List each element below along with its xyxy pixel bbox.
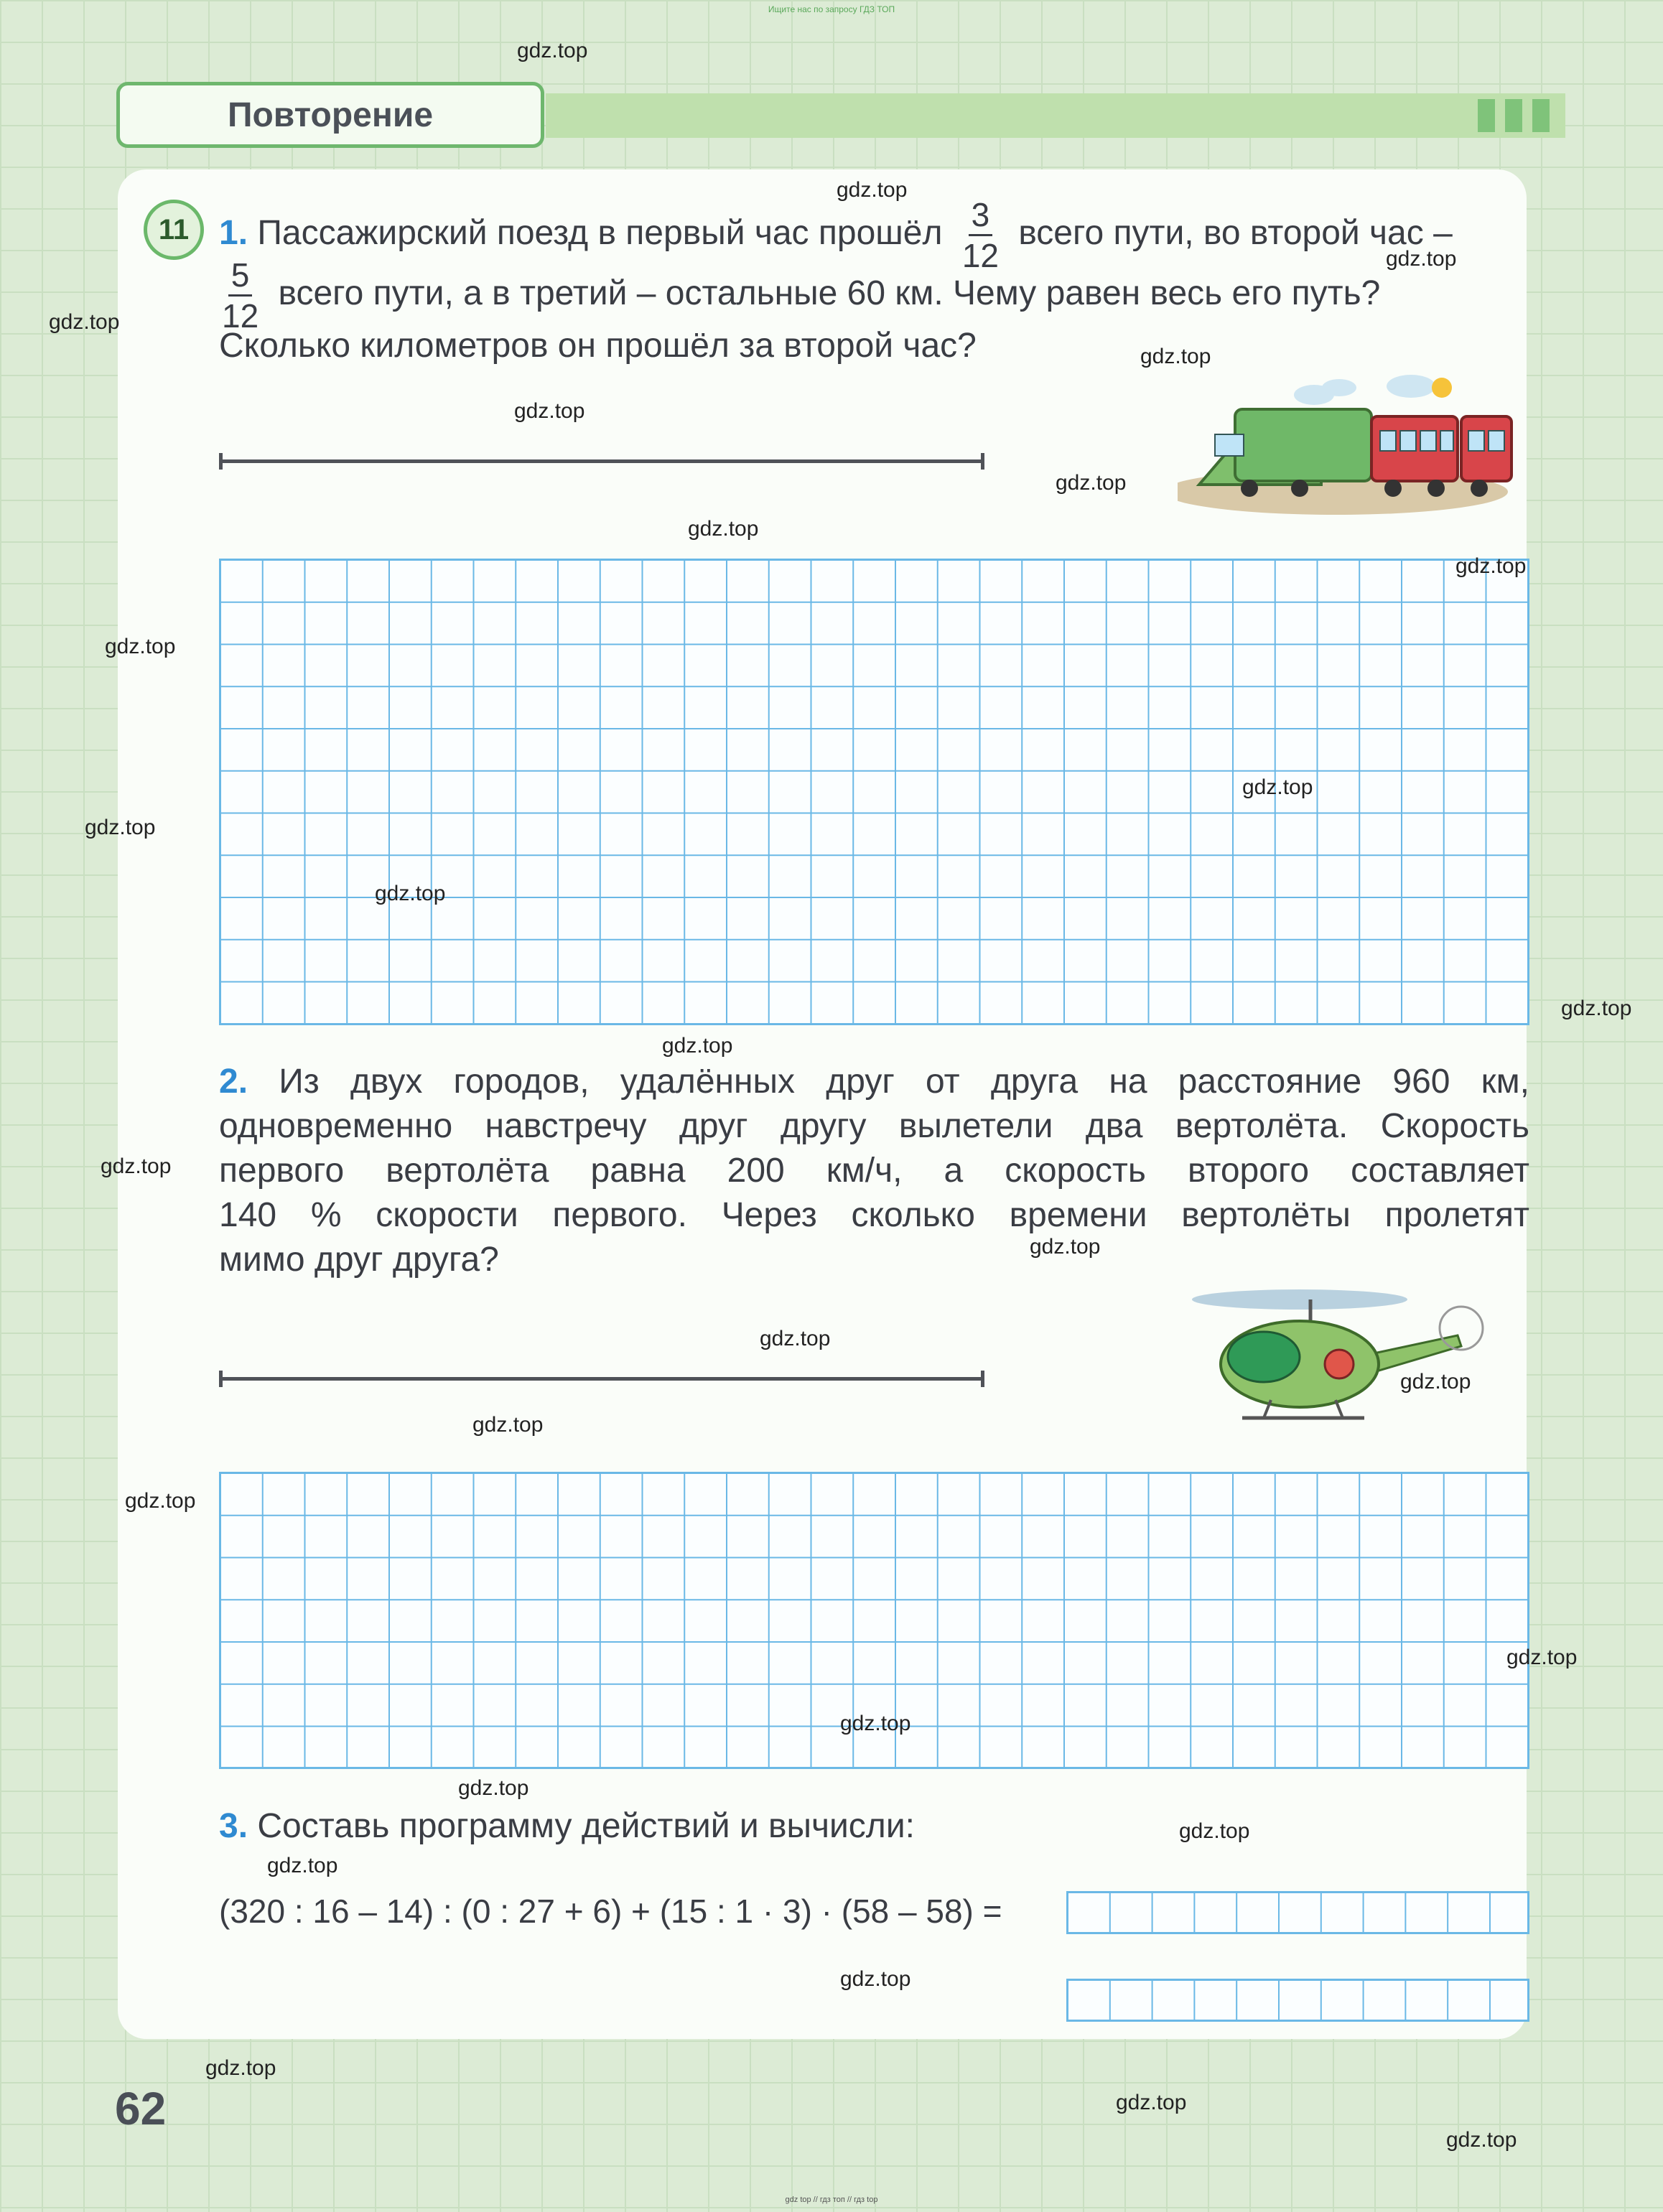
watermark: gdz.top: [472, 1413, 544, 1437]
task2-line: 2. Из двух городов, удалённых друг от друга на расстояние 960 км,: [219, 1063, 1529, 1101]
watermark: gdz.top: [105, 635, 176, 658]
watermark: gdz.top: [517, 39, 588, 62]
task3-text: Составь программу действий и вычисли:: [257, 1807, 915, 1845]
task1-number: 1.: [219, 214, 248, 253]
task1-answer-grid[interactable]: [219, 559, 1529, 1025]
watermark: gdz.top: [760, 1327, 831, 1350]
watermark: gdz.top: [1030, 1235, 1101, 1259]
task2-segment: [219, 1377, 984, 1381]
task1-text-d: Сколько километров он прошёл за второй час?: [219, 327, 977, 365]
header-stripe: [1478, 99, 1495, 132]
task2-paragraph: [219, 1060, 1529, 1282]
header-stripe: [1505, 99, 1522, 132]
page-number: 62: [115, 2083, 167, 2134]
watermark: gdz.top: [205, 2056, 276, 2080]
task1-segment: [219, 459, 984, 463]
watermark: gdz.top: [662, 1034, 733, 1058]
task-badge: 11: [144, 200, 204, 260]
answer-cells-2[interactable]: [1066, 1979, 1529, 2022]
watermark: gdz.top: [840, 1712, 911, 1735]
answer-cells-1[interactable]: [1066, 1891, 1529, 1934]
task3-expression: (320 : 16 – 14) : (0 : 27 + 6) + (15 : 1 · 3) · (58 – 58) =: [219, 1893, 1002, 1930]
watermark: gdz.top: [1506, 1646, 1578, 1669]
watermark: gdz.top: [1242, 775, 1313, 799]
watermark: gdz.top: [1455, 554, 1527, 578]
task2-line: первого вертолёта равна 200 км/ч, а скорость второго составляет: [219, 1152, 1529, 1190]
watermark: gdz.top: [840, 1967, 911, 1991]
watermark: gdz.top: [688, 517, 759, 541]
watermark: gdz.top: [1400, 1370, 1471, 1394]
header-band: [546, 93, 1565, 138]
task1-text-c: всего пути, а в третий – остальные 60 км. Чему равен весь его путь?: [278, 274, 1381, 313]
watermark: gdz.top: [1561, 997, 1632, 1020]
task3-heading: 3. Составь программу действий и вычисли:: [219, 1807, 915, 1845]
helicopter-icon: [1185, 1278, 1515, 1436]
top-note: Ищите нас по запросу ГДЗ ТОП: [768, 4, 895, 14]
watermark: gdz.top: [1056, 471, 1127, 495]
watermark: gdz.top: [1179, 1819, 1250, 1843]
watermark: gdz.top: [1116, 2091, 1187, 2114]
watermark: gdz.top: [101, 1154, 172, 1178]
task2-line: одновременно навстречу друг другу вылетели два вертолёта. Скорость: [219, 1107, 1529, 1145]
watermark: gdz.top: [1446, 2128, 1517, 2152]
watermark: gdz.top: [125, 1489, 196, 1513]
train-icon: [1178, 366, 1522, 524]
task2-line: 140 % скорости первого. Через сколько времени вертолёты пролетят: [219, 1196, 1529, 1234]
watermark: gdz.top: [1140, 345, 1211, 368]
header-stripe: [1532, 99, 1550, 132]
task2-line: мимо друг друга?: [219, 1241, 499, 1279]
watermark: gdz.top: [514, 399, 585, 423]
task1-text-a: Пассажирский поезд в первый час прошёл: [257, 214, 943, 253]
watermark: gdz.top: [837, 178, 908, 202]
task1-text-b: всего пути, во второй час –: [1018, 214, 1453, 253]
watermark: gdz.top: [49, 310, 120, 334]
watermark: gdz.top: [375, 882, 446, 905]
watermark: gdz.top: [458, 1776, 529, 1800]
fraction-3-12: $\frac{3}{12}$: [961, 196, 999, 274]
bottom-note: gdz top // гдз топ // гдз top: [785, 2195, 878, 2204]
watermark: gdz.top: [267, 1854, 338, 1877]
watermark: gdz.top: [1386, 247, 1457, 271]
watermark: gdz.top: [85, 816, 156, 839]
section-title: Повторение: [116, 82, 544, 148]
fraction-5-12: $\frac{5}{12}$: [222, 256, 259, 335]
